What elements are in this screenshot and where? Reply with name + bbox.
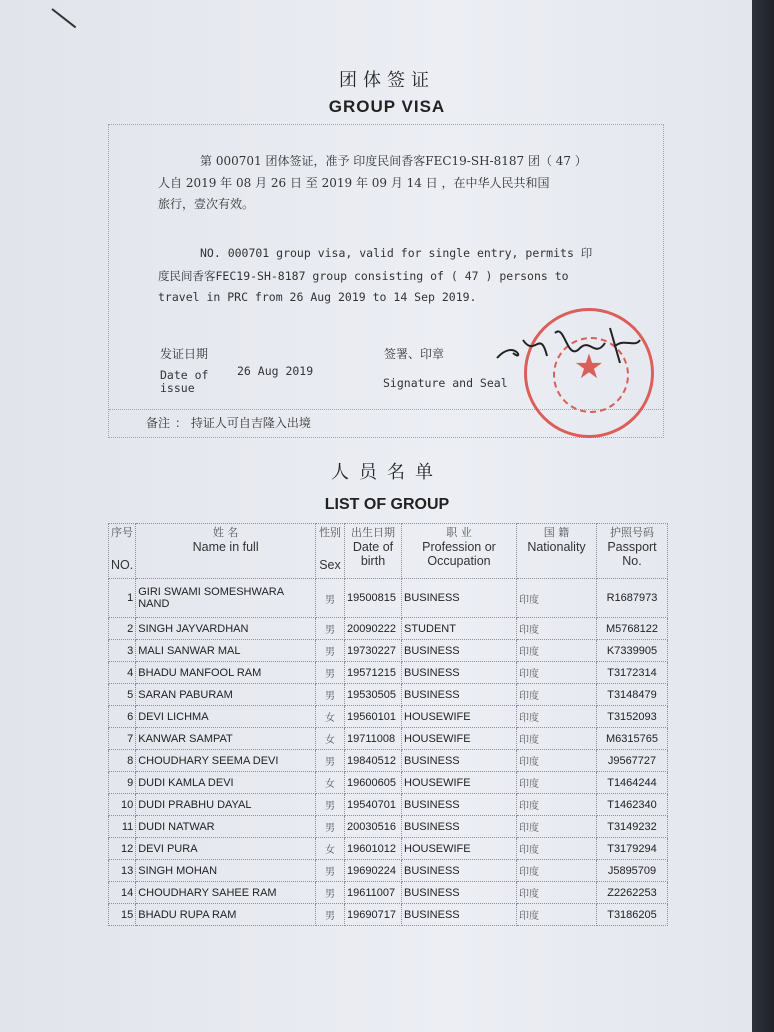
member-passport: K7339905	[597, 640, 668, 662]
member-nationality: 印度	[517, 860, 597, 882]
table-row	[109, 579, 668, 618]
row-number: 13	[109, 860, 136, 882]
member-sex: 女	[316, 706, 345, 728]
member-sex: 男	[316, 618, 345, 640]
title-english: GROUP VISA	[328, 97, 446, 116]
member-passport: T1464244	[597, 772, 668, 794]
member-name: DUDI KAMLA DEVI	[136, 772, 316, 794]
remark-text: ： 持证人可自吉隆入出境	[175, 416, 311, 430]
member-nationality: 印度	[517, 838, 597, 860]
table-row	[109, 904, 668, 926]
member-dob: 19690717	[345, 904, 402, 926]
member-occupation: BUSINESS	[402, 750, 517, 772]
sign-label-en: Signature and Seal	[383, 376, 508, 390]
member-passport: J9567727	[597, 750, 668, 772]
member-name: MALI SANWAR MAL	[136, 640, 316, 662]
member-dob: 19611007	[345, 882, 402, 904]
visa-cn-line-1: 第 000701 团体签证，准予 印度民间香客FEC19-SH-8187 团（ 47 ）	[200, 154, 587, 168]
member-occupation: HOUSEWIFE	[402, 706, 517, 728]
row-number: 12	[109, 838, 136, 860]
sign-label-cn: 签署、印章	[384, 347, 445, 361]
table-row	[109, 618, 668, 640]
page-edge	[752, 0, 774, 1032]
member-name: SINGH JAYVARDHAN	[136, 618, 316, 640]
member-occupation: BUSINESS	[402, 684, 517, 706]
member-occupation: BUSINESS	[402, 662, 517, 684]
member-sex: 男	[316, 816, 345, 838]
row-number: 7	[109, 728, 136, 750]
member-nationality: 印度	[517, 662, 597, 684]
table-row	[109, 860, 668, 882]
table-row	[109, 640, 668, 662]
member-occupation: STUDENT	[402, 618, 517, 640]
member-nationality: 印度	[517, 772, 597, 794]
col-header-dob: 出生日期 Date of birth	[345, 524, 402, 579]
member-dob: 19540701	[345, 794, 402, 816]
visa-cn-line-2: 人自 2019 年 08 月 26 日 至 2019 年 09 月 14 日 ，在中华人民共和国	[158, 176, 550, 190]
col-header-sex: 性别 Sex	[316, 524, 345, 579]
visa-en-line-1: NO. 000701 group visa, valid for single entry, permits 印	[200, 246, 593, 260]
member-dob: 19530505	[345, 684, 402, 706]
member-sex: 男	[316, 662, 345, 684]
member-sex: 男	[316, 750, 345, 772]
member-nationality: 印度	[517, 728, 597, 750]
col-header-occupation: 职 业 Profession or Occupation	[402, 524, 517, 579]
member-occupation: BUSINESS	[402, 640, 517, 662]
member-sex: 男	[316, 904, 345, 926]
member-name: DEVI LICHMA	[136, 706, 316, 728]
member-passport: T3152093	[597, 706, 668, 728]
member-name: DEVI PURA	[136, 838, 316, 860]
table-row	[109, 772, 668, 794]
member-dob: 20090222	[345, 618, 402, 640]
member-passport: R1687973	[597, 579, 668, 618]
issue-label-en-1: Date of	[160, 368, 209, 382]
member-nationality: 印度	[517, 684, 597, 706]
member-dob: 19840512	[345, 750, 402, 772]
member-occupation: HOUSEWIFE	[402, 838, 517, 860]
col-header-name: 姓 名 Name in full	[136, 524, 316, 579]
member-nationality: 印度	[517, 750, 597, 772]
member-nationality: 印度	[517, 904, 597, 926]
table-row	[109, 684, 668, 706]
table-row	[109, 662, 668, 684]
member-dob: 19560101	[345, 706, 402, 728]
table-row	[109, 882, 668, 904]
row-number: 3	[109, 640, 136, 662]
member-passport: T3179294	[597, 838, 668, 860]
member-sex: 男	[316, 860, 345, 882]
visa-en-line-2: 度民间香客FEC19-SH-8187 group consisting of ( 47 ) persons to	[158, 269, 569, 283]
member-passport: M5768122	[597, 618, 668, 640]
member-nationality: 印度	[517, 816, 597, 838]
member-passport: T3148479	[597, 684, 668, 706]
member-nationality: 印度	[517, 882, 597, 904]
issue-label-cn: 发证日期	[160, 347, 209, 361]
member-sex: 女	[316, 728, 345, 750]
table-row	[109, 794, 668, 816]
table-row	[109, 728, 668, 750]
member-sex: 男	[316, 882, 345, 904]
visa-en-line-3: travel in PRC from 26 Aug 2019 to 14 Sep 2019.	[158, 290, 477, 304]
row-number: 5	[109, 684, 136, 706]
member-dob: 19500815	[345, 579, 402, 618]
member-dob: 19690224	[345, 860, 402, 882]
member-nationality: 印度	[517, 640, 597, 662]
member-occupation: BUSINESS	[402, 579, 517, 618]
remark-label: 备注	[146, 416, 171, 430]
member-name: SARAN PABURAM	[136, 684, 316, 706]
member-dob: 19601012	[345, 838, 402, 860]
table-row	[109, 838, 668, 860]
member-occupation: BUSINESS	[402, 882, 517, 904]
member-sex: 男	[316, 640, 345, 662]
member-dob: 20030516	[345, 816, 402, 838]
member-occupation: HOUSEWIFE	[402, 772, 517, 794]
table-row	[109, 816, 668, 838]
member-name: DUDI PRABHU DAYAL	[136, 794, 316, 816]
member-name: KANWAR SAMPAT	[136, 728, 316, 750]
member-passport: M6315765	[597, 728, 668, 750]
member-nationality: 印度	[517, 794, 597, 816]
row-number: 8	[109, 750, 136, 772]
member-occupation: HOUSEWIFE	[402, 728, 517, 750]
member-dob: 19600605	[345, 772, 402, 794]
member-sex: 女	[316, 772, 345, 794]
member-passport: T3186205	[597, 904, 668, 926]
member-occupation: BUSINESS	[402, 904, 517, 926]
col-header-no: 序号 NO.	[109, 524, 136, 579]
member-sex: 女	[316, 838, 345, 860]
group-member-table	[108, 523, 668, 926]
row-number: 1	[109, 579, 136, 618]
member-name: CHOUDHARY SAHEE RAM	[136, 882, 316, 904]
list-title-english: LIST OF GROUP	[324, 496, 450, 513]
member-sex: 男	[316, 579, 345, 618]
list-title-chinese: 人员名单	[331, 462, 443, 483]
row-number: 10	[109, 794, 136, 816]
member-dob: 19730227	[345, 640, 402, 662]
table-header-row	[109, 524, 668, 579]
signature-icon	[495, 318, 645, 378]
table-row	[109, 706, 668, 728]
member-dob: 19571215	[345, 662, 402, 684]
table-row	[109, 750, 668, 772]
member-occupation: BUSINESS	[402, 794, 517, 816]
row-number: 2	[109, 618, 136, 640]
member-sex: 男	[316, 684, 345, 706]
member-name: BHADU MANFOOL RAM	[136, 662, 316, 684]
member-passport: T3172314	[597, 662, 668, 684]
col-header-passport: 护照号码 Passport No.	[597, 524, 668, 579]
member-passport: T1462340	[597, 794, 668, 816]
row-number: 9	[109, 772, 136, 794]
row-number: 6	[109, 706, 136, 728]
member-name: CHOUDHARY SEEMA DEVI	[136, 750, 316, 772]
member-dob: 19711008	[345, 728, 402, 750]
member-sex: 男	[316, 794, 345, 816]
member-nationality: 印度	[517, 579, 597, 618]
member-name: GIRI SWAMI SOMESHWARA NAND	[136, 579, 316, 618]
member-name: BHADU RUPA RAM	[136, 904, 316, 926]
member-passport: Z2262253	[597, 882, 668, 904]
row-number: 15	[109, 904, 136, 926]
member-name: DUDI NATWAR	[136, 816, 316, 838]
member-nationality: 印度	[517, 706, 597, 728]
member-nationality: 印度	[517, 618, 597, 640]
title-chinese: 团体签证	[339, 70, 435, 91]
col-header-nationality: 国 籍 Nationality	[517, 524, 597, 579]
member-occupation: BUSINESS	[402, 816, 517, 838]
visa-cn-line-3: 旅行，壹次有效。	[158, 197, 255, 211]
member-passport: J5895709	[597, 860, 668, 882]
member-occupation: BUSINESS	[402, 860, 517, 882]
row-number: 4	[109, 662, 136, 684]
row-number: 14	[109, 882, 136, 904]
issue-label-en-2: issue	[160, 381, 195, 395]
issue-date: 26 Aug 2019	[237, 364, 314, 378]
member-name: SINGH MOHAN	[136, 860, 316, 882]
row-number: 11	[109, 816, 136, 838]
seal-emblem-icon: ★	[573, 347, 605, 387]
member-passport: T3149232	[597, 816, 668, 838]
